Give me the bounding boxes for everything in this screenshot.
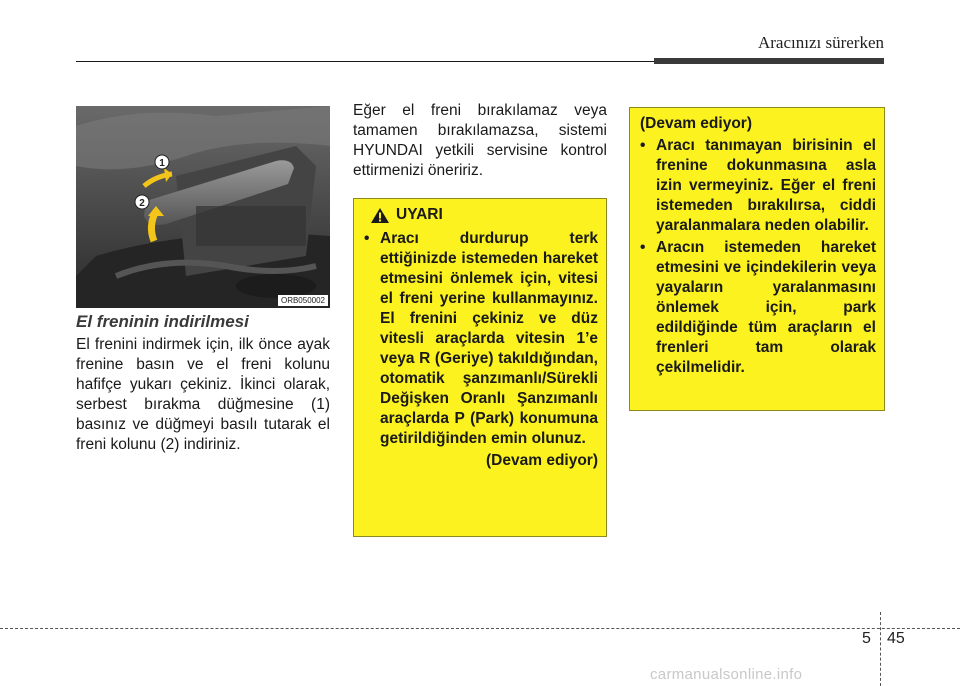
- warning-box: [353, 198, 607, 537]
- warning-bullet: [364, 229, 598, 449]
- header-bar: [654, 58, 884, 64]
- bullet-dot-icon: •: [640, 137, 646, 154]
- warning-bullet: [640, 136, 876, 236]
- callout-1: 1: [159, 158, 165, 169]
- warning-bullet-text: Aracı durdurup terk ettiğinizde istemeden hareket etmesini önlemek için, vitesi el freni yerine kullanmayınız. El frenini çekiniz ve düz vitesli araçlarda vitesin 1’e veya R (Geriye) takıldığından, otomatik şanzımanlı/Sürekli Değişken Oranlı Şanzımanlı araçlarda P (Park) konumuna getirildiğinden emin olunuz.: [380, 230, 598, 447]
- callout-2: 2: [139, 198, 145, 209]
- bullet-dot-icon: •: [364, 230, 370, 247]
- page-header-title: Aracınızı sürerken: [757, 33, 884, 52]
- header-rule: [76, 61, 654, 62]
- instruction-paragraph: El frenini indirmek için, ilk önce ayak frenine basın ve el freni kolunu hafifçe yukarı çekiniz. İkinci olarak, serbest bırakma düğmesine (1) basınız ve düğmeyi basılı tutarak el freni kolunu (2) indiriniz.: [76, 336, 330, 453]
- chapter-number: 5: [862, 630, 871, 647]
- page-number: 45: [887, 630, 905, 647]
- warning-bullet-text: Aracı tanımayan birisinin el frenine dokunmasına asla izin vermeyiniz. Eğer el freni istemeden bırakılırsa, ciddi yaralanmalara neden olabilir.: [656, 137, 876, 234]
- service-paragraph: Eğer el freni bırakılamaz veya tamamen bırakılamazsa, sistemi HYUNDAI yetkili servisine kontrol ettirmenizi öneririz.: [353, 102, 607, 179]
- warning-triangle-icon: [370, 207, 390, 224]
- bullet-dot-icon: •: [640, 239, 646, 256]
- warning-box-continued: [629, 107, 885, 411]
- warning-bullet-text: Aracın istemeden hareket etmesini ve içindekilerin veya yayaların yaralanmasını önlemek için, park edildiğinde tüm araçların el frenleri tam olarak çekilmelidir.: [656, 239, 876, 376]
- continued-header: (Devam ediyor): [640, 115, 752, 132]
- handbrake-photo: [76, 106, 330, 308]
- watermark: carmanualsonline.info: [650, 666, 803, 683]
- warning-title: [370, 205, 598, 225]
- warning-title-text: UYARI: [396, 206, 443, 223]
- continued-note: (Devam ediyor): [486, 452, 598, 469]
- page-divider: [880, 612, 881, 686]
- handbrake-illustration: [76, 106, 330, 308]
- section-heading: El freninin indirilmesi: [76, 312, 249, 331]
- figure-code: ORB050002: [278, 295, 328, 306]
- warning-bullet: [640, 238, 876, 378]
- footer-rule: [0, 628, 960, 629]
